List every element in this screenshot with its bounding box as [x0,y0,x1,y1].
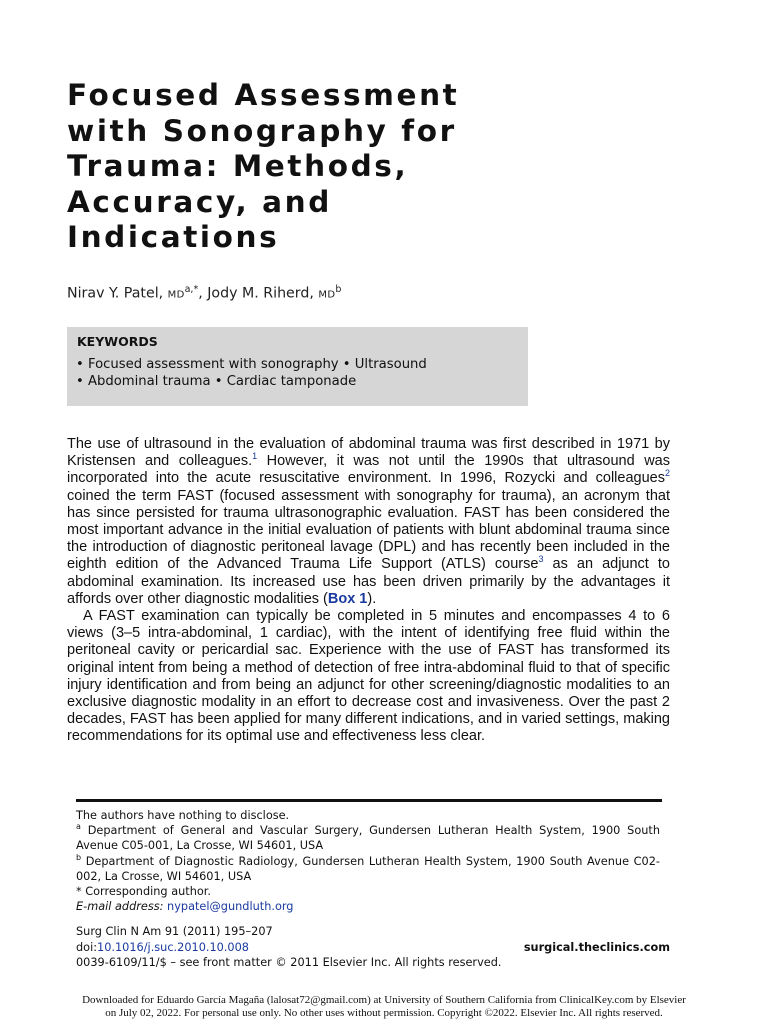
body-text-run: coined the term FAST (focused assessment with sonography for trauma), an acronym that has since persisted for trauma ultrasonographic evaluation. FAST has been considered the most important advance in the initial evaluation of patients with blunt abdominal trauma since the introduction of diagnostic peritoneal lavage (DPL) and has recently been included in the eighth edition of the Advanced Trauma Life Support (ATLS) course [67,487,670,573]
email-label: E-mail address: [76,900,164,914]
body-paragraph [67,436,670,608]
body-text-run: The use of ultrasound in the evaluation of abdominal trauma was first described in 1971 by Kristensen and colleagues. [67,436,670,470]
affiliation-a [76,823,660,853]
journal-website[interactable]: surgical.theclinics.com [523,940,670,954]
title-line: Trauma: Methods, [67,149,409,183]
affiliation-text: Department of General and Vascular Surgery, Gundersen Lutheran Health System, 1900 South Avenue C05-001, La Crosse, WI 54601, USA [76,824,660,853]
disclosure-note: The authors have nothing to disclose. [76,809,290,822]
download-notice [0,994,768,1019]
reference-link[interactable]: 3 [538,554,544,565]
doi-label: doi: [76,940,98,954]
doi-link[interactable]: 10.1016/j.suc.2010.10.008 [97,940,249,954]
author-list [67,284,341,302]
footnotes [76,808,660,914]
journal-citation: Surg Clin N Am 91 (2011) 195–207 [76,925,273,938]
reference-link[interactable]: 2 [664,468,670,479]
corresponding-author-note: * Corresponding author. [76,885,211,899]
article-body [67,436,670,746]
affiliation-text: Department of Diagnostic Radiology, Gundersen Lutheran Health System, 1900 South Avenue C02-002, La Crosse, WI 54601, USA [76,854,660,883]
email-link[interactable]: nypatel@gundluth.org [167,900,294,914]
affiliation-mark: a [76,822,81,832]
keywords-box [67,327,528,406]
doi-row [76,940,670,956]
copyright-line: 0039-6109/11/$ – see front matter © 2011 Elsevier Inc. All rights reserved. [76,956,502,969]
author-separator: , [198,285,208,302]
email-line [76,899,660,914]
title-line: Focused Assessment [67,78,460,112]
title-line: Indications [67,220,280,254]
citation-block [76,924,670,971]
body-paragraph: A FAST examination can typically be completed in 5 minutes and encompasses 4 to 6 views (3–5 intra-abdominal, 1 cardiac), with the intent of identifying free fluid within the peritoneal cavity or pericardial sac. Experience with the use of FAST has transformed its original intent from being a method of detection of free intra-abdominal fluid to that of specific injury identification and from being an adjunct for other screening/diagnostic modalities to an exclusive diagnostic modality in an effort to decrease cost and invasiveness. Over the past 2 decades, FAST has been applied for many different indications, and in varied settings, making recommendations for its optimal use and effectiveness less clear. [67,608,670,745]
affiliation-mark: b [76,852,82,862]
affiliation-marker[interactable]: a,* [184,284,199,295]
author-name: Nirav Y. Patel, [67,285,168,302]
download-notice-line: Downloaded for Eduardo García Magaña (lalosat72@gmail.com) at University of Southern California from ClinicalKey.com by Elsevier [82,994,686,1006]
box-reference-link[interactable]: Box 1 [327,590,368,607]
keywords-line: • Focused assessment with sonography • Ultrasound [76,357,427,372]
title-line: Accuracy, and [67,184,332,219]
affiliation-b [76,854,660,884]
keywords-heading: KEYWORDS [77,334,158,349]
footnote-divider [76,799,662,802]
article-title [67,78,527,256]
reference-link[interactable]: 1 [252,451,258,462]
title-line: with Sonography for [67,113,457,148]
body-text-run: as an adjunct to abdominal examination. Its increased use has been driven primarily by the advantages it affords over other diagnostic modalities ( [67,556,670,607]
download-notice-line: on July 02, 2022. For personal use only. No other uses without permission. Copyright ©2022. Elsevier Inc. All rights reserved. [105,1006,663,1019]
body-text-run: ). [367,590,377,607]
keywords-line: • Abdominal trauma • Cardiac tamponade [76,374,357,389]
author-name: Jody M. Riherd, [207,285,319,302]
affiliation-marker[interactable]: b [335,284,342,295]
author-degree: MD [318,289,336,301]
author-degree: MD [167,289,185,301]
body-text-run: However, it was not until the 1990s that ultrasound was incorporated into the acute resuscitative environment. In 1996, Rozycki and colleagues [67,453,670,487]
